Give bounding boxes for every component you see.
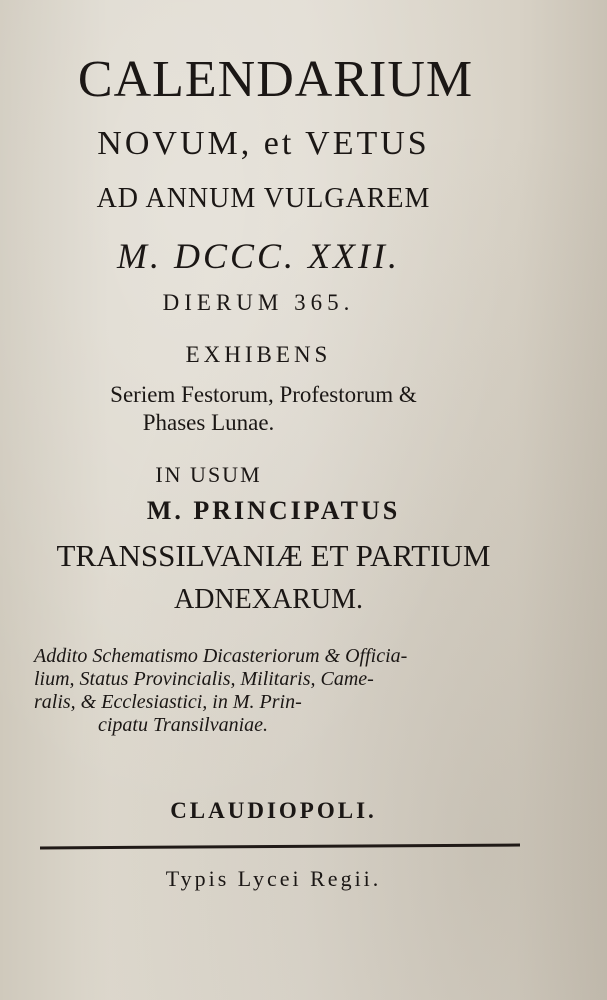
ad-annum-line: AD ANNUM VULGAREM xyxy=(96,183,431,214)
year-line: M. DCCC. XXII. xyxy=(117,236,400,276)
exhibens-line: EXHIBENS xyxy=(185,342,332,367)
calendar-subtitle: NOVUM, et VETUS xyxy=(97,125,430,162)
transsilvaniae-line: TRANSSILVANIÆ ET PARTIUM xyxy=(56,538,491,573)
principatus-line: M. PRINCIPATUS xyxy=(146,496,401,525)
addito-paragraph xyxy=(34,645,534,737)
calendar-title: CALENDARIUM xyxy=(77,51,474,108)
addito-line-3: ralis, & Ecclesiastici, in M. Prin- xyxy=(34,691,302,713)
addito-line-4: cipatu Transilvaniae. xyxy=(98,714,268,736)
seriem-line-1: Seriem Festorum, Profestorum & xyxy=(110,382,417,407)
addito-line-2: lium, Status Provincialis, Militaris, Came- xyxy=(34,668,374,690)
dierum-line: DIERUM 365. xyxy=(162,290,355,315)
seriem-line-2: Phases Lunae. xyxy=(142,410,275,435)
adnexarum-line: ADNEXARUM. xyxy=(174,584,363,615)
in-usum-line: IN USUM xyxy=(155,462,262,487)
place-line: CLAUDIOPOLI. xyxy=(170,798,377,823)
addito-line-1: Addito Schematismo Dicasteriorum & Officia- xyxy=(34,645,408,667)
horizontal-rule xyxy=(40,844,520,850)
printer-line: Typis Lycei Regii. xyxy=(165,866,382,891)
